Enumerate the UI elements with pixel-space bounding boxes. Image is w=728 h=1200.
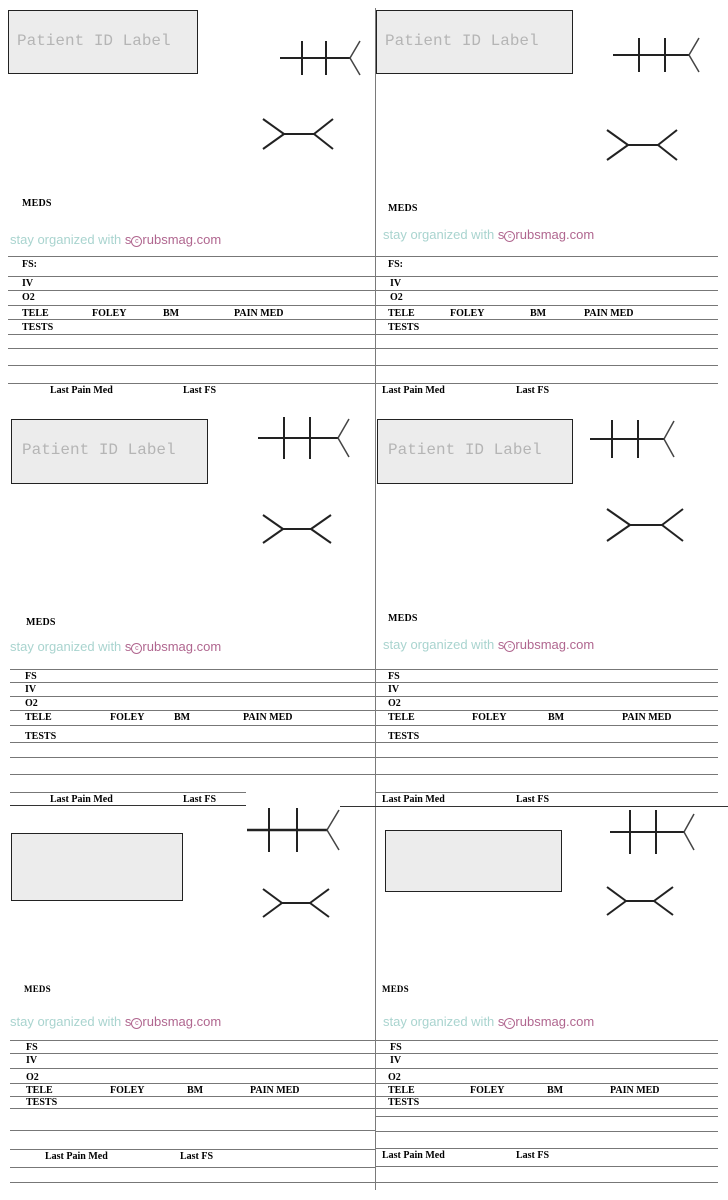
tele-label: TELE bbox=[25, 712, 52, 723]
patient-id-label: Patient ID Label bbox=[8, 10, 198, 74]
iv-label: IV bbox=[26, 1055, 38, 1066]
rule bbox=[10, 710, 375, 711]
last-pain-med-label: Last Pain Med bbox=[50, 794, 113, 805]
foley-label: FOLEY bbox=[470, 1085, 505, 1096]
scrubsmag-tagline bbox=[383, 227, 594, 242]
pain-med-label: PAIN MED bbox=[610, 1085, 660, 1096]
rule bbox=[376, 334, 718, 335]
patient-id-label: Patient ID Label bbox=[376, 10, 573, 74]
rule bbox=[376, 256, 718, 257]
rule bbox=[376, 1108, 718, 1109]
rule bbox=[376, 696, 718, 697]
last-pain-med-label: Last Pain Med bbox=[382, 1150, 445, 1161]
h-lab-diagram bbox=[260, 886, 332, 920]
rule bbox=[376, 774, 718, 775]
last-pain-med-label: Last Pain Med bbox=[382, 794, 445, 805]
foley-label: FOLEY bbox=[472, 712, 507, 723]
rule bbox=[376, 757, 718, 758]
scrubsmag-tagline bbox=[10, 1014, 221, 1029]
rule bbox=[8, 334, 375, 335]
tagline-text: stay organized with bbox=[10, 639, 125, 654]
tests-label: TESTS bbox=[26, 1097, 58, 1108]
fs-label: FS bbox=[390, 1042, 402, 1053]
brand-name: rubsmag.com bbox=[515, 1014, 595, 1029]
foley-label: FOLEY bbox=[110, 1085, 145, 1096]
pain-med-label: PAIN MED bbox=[250, 1085, 300, 1096]
h-lab-diagram bbox=[260, 116, 336, 152]
last-pain-med-label: Last Pain Med bbox=[45, 1151, 108, 1162]
h-lab-diagram bbox=[604, 506, 686, 544]
tagline-text: stay organized with bbox=[10, 232, 125, 247]
rule bbox=[8, 348, 375, 349]
o2-label: O2 bbox=[26, 1072, 39, 1083]
brand-s: s bbox=[124, 232, 132, 247]
brand-s: s bbox=[124, 639, 132, 654]
rule bbox=[8, 290, 375, 291]
meds-label: MEDS bbox=[388, 203, 418, 214]
last-pain-med-label: Last Pain Med bbox=[382, 385, 445, 396]
patient-id-box bbox=[385, 830, 562, 892]
rule bbox=[10, 1108, 375, 1109]
rule bbox=[376, 710, 718, 711]
h-lab-diagram bbox=[604, 127, 680, 163]
rule bbox=[376, 1053, 718, 1054]
pain-med-label: PAIN MED bbox=[584, 308, 634, 319]
bm-label: BM bbox=[163, 308, 180, 319]
rule bbox=[376, 348, 718, 349]
rule bbox=[10, 669, 375, 670]
brand-name: rubsmag.com bbox=[142, 232, 222, 247]
meds-label: MEDS bbox=[382, 984, 409, 994]
brand-c-circle: c bbox=[131, 643, 142, 654]
rule bbox=[10, 1130, 375, 1131]
brand-name: rubsmag.com bbox=[515, 227, 595, 242]
pain-med-label: PAIN MED bbox=[234, 308, 284, 319]
rule bbox=[10, 774, 375, 775]
meds-label: MEDS bbox=[22, 198, 52, 209]
rule bbox=[376, 792, 718, 793]
rule bbox=[10, 682, 375, 683]
o2-label: O2 bbox=[390, 292, 403, 303]
tagline-text: stay organized with bbox=[10, 1014, 125, 1029]
rule bbox=[10, 1167, 375, 1168]
last-fs-label: Last FS bbox=[516, 385, 550, 396]
rule bbox=[10, 742, 375, 743]
rule bbox=[8, 365, 375, 366]
rule bbox=[8, 256, 375, 257]
fishbone-diagram bbox=[278, 38, 364, 78]
fishbone-diagram bbox=[588, 417, 678, 461]
bm-label: BM bbox=[174, 712, 191, 723]
fs-label: FS bbox=[388, 671, 400, 682]
fishbone-diagram bbox=[608, 806, 698, 856]
brand-name: rubsmag.com bbox=[142, 639, 222, 654]
rule bbox=[10, 1040, 375, 1041]
rule bbox=[376, 1116, 718, 1117]
meds-label: MEDS bbox=[24, 984, 51, 994]
bm-label: BM bbox=[547, 1085, 564, 1096]
rule bbox=[376, 1040, 718, 1041]
patient-panel-5 bbox=[0, 800, 375, 1200]
rule bbox=[376, 383, 718, 384]
brand-c-circle: c bbox=[504, 231, 515, 242]
fishbone-diagram bbox=[611, 35, 701, 75]
fs-label: FS bbox=[26, 1042, 38, 1053]
tele-label: TELE bbox=[26, 1085, 53, 1096]
rule bbox=[10, 725, 375, 726]
meds-label: MEDS bbox=[388, 613, 418, 624]
tests-label: TESTS bbox=[388, 1097, 420, 1108]
last-fs-label: Last FS bbox=[516, 1150, 550, 1161]
rule bbox=[376, 725, 718, 726]
rule bbox=[376, 290, 718, 291]
iv-label: IV bbox=[388, 684, 400, 695]
tagline-text: stay organized with bbox=[383, 227, 498, 242]
bm-label: BM bbox=[548, 712, 565, 723]
fs-label: FS bbox=[25, 671, 37, 682]
patient-id-box bbox=[11, 833, 183, 901]
scrubsmag-tagline bbox=[383, 637, 594, 652]
o2-label: O2 bbox=[388, 698, 401, 709]
rule bbox=[10, 1053, 375, 1054]
rule bbox=[376, 682, 718, 683]
scrubsmag-tagline bbox=[10, 232, 221, 247]
rule bbox=[10, 1182, 375, 1183]
rule bbox=[376, 1131, 718, 1132]
meds-label: MEDS bbox=[26, 617, 56, 628]
pain-med-label: PAIN MED bbox=[243, 712, 293, 723]
tele-label: TELE bbox=[388, 308, 415, 319]
patient-panel-4 bbox=[376, 400, 728, 807]
rule bbox=[376, 1148, 718, 1149]
brand-c-circle: c bbox=[131, 236, 142, 247]
tagline-text: stay organized with bbox=[383, 1014, 498, 1029]
rule bbox=[376, 305, 718, 306]
last-pain-med-label: Last Pain Med bbox=[50, 385, 113, 396]
rule bbox=[8, 319, 375, 320]
rule bbox=[376, 1166, 718, 1167]
tests-label: TESTS bbox=[22, 322, 54, 333]
rule bbox=[8, 276, 375, 277]
last-fs-label: Last FS bbox=[183, 794, 217, 805]
fs-label: FS: bbox=[388, 259, 403, 270]
last-fs-label: Last FS bbox=[516, 794, 550, 805]
brand-name: rubsmag.com bbox=[515, 637, 595, 652]
foley-label: FOLEY bbox=[92, 308, 127, 319]
o2-label: O2 bbox=[25, 698, 38, 709]
fishbone-diagram bbox=[256, 414, 352, 462]
rule bbox=[376, 365, 718, 366]
patient-panel-6 bbox=[376, 800, 728, 1200]
tagline-text: stay organized with bbox=[383, 637, 498, 652]
iv-label: IV bbox=[390, 1055, 402, 1066]
iv-label: IV bbox=[390, 278, 402, 289]
foley-label: FOLEY bbox=[110, 712, 145, 723]
rule bbox=[376, 669, 718, 670]
last-fs-label: Last FS bbox=[183, 385, 217, 396]
rule bbox=[10, 1149, 375, 1150]
bm-label: BM bbox=[530, 308, 547, 319]
brand-s: s bbox=[497, 227, 505, 242]
last-fs-label: Last FS bbox=[180, 1151, 214, 1162]
tests-label: TESTS bbox=[25, 731, 57, 742]
tele-label: TELE bbox=[388, 1085, 415, 1096]
o2-label: O2 bbox=[22, 292, 35, 303]
scrubsmag-tagline bbox=[383, 1014, 594, 1029]
patient-panel-3 bbox=[0, 400, 375, 805]
bm-label: BM bbox=[187, 1085, 204, 1096]
tele-label: TELE bbox=[22, 308, 49, 319]
patient-id-label: Patient ID Label bbox=[377, 419, 573, 484]
brand-s: s bbox=[124, 1014, 132, 1029]
rule bbox=[8, 305, 375, 306]
iv-label: IV bbox=[25, 684, 37, 695]
brand-c-circle: c bbox=[504, 641, 515, 652]
rule bbox=[10, 1083, 375, 1084]
rule bbox=[376, 1096, 718, 1097]
h-lab-diagram bbox=[604, 884, 676, 918]
tests-label: TESTS bbox=[388, 322, 420, 333]
rule bbox=[10, 792, 246, 793]
brand-s: s bbox=[497, 637, 505, 652]
pain-med-label: PAIN MED bbox=[622, 712, 672, 723]
rule bbox=[8, 383, 375, 384]
iv-label: IV bbox=[22, 278, 34, 289]
rule bbox=[376, 1083, 718, 1084]
patient-panel-2 bbox=[376, 0, 728, 400]
rule bbox=[376, 1182, 718, 1183]
rule bbox=[376, 742, 718, 743]
foley-label: FOLEY bbox=[450, 308, 485, 319]
rule bbox=[376, 1068, 718, 1069]
brand-c-circle: c bbox=[504, 1018, 515, 1029]
o2-label: O2 bbox=[388, 1072, 401, 1083]
fishbone-diagram bbox=[245, 804, 341, 854]
tests-label: TESTS bbox=[388, 731, 420, 742]
patient-id-label: Patient ID Label bbox=[11, 419, 208, 484]
rule bbox=[10, 1068, 375, 1069]
brand-s: s bbox=[497, 1014, 505, 1029]
brand-name: rubsmag.com bbox=[142, 1014, 222, 1029]
rule bbox=[10, 696, 375, 697]
h-lab-diagram bbox=[260, 512, 334, 546]
rule bbox=[376, 276, 718, 277]
scrubsmag-tagline bbox=[10, 639, 221, 654]
patient-panel-1 bbox=[0, 0, 375, 400]
brand-c-circle: c bbox=[131, 1018, 142, 1029]
fs-label: FS: bbox=[22, 259, 37, 270]
rule bbox=[10, 1096, 375, 1097]
rule bbox=[376, 319, 718, 320]
tele-label: TELE bbox=[388, 712, 415, 723]
rule bbox=[10, 757, 375, 758]
